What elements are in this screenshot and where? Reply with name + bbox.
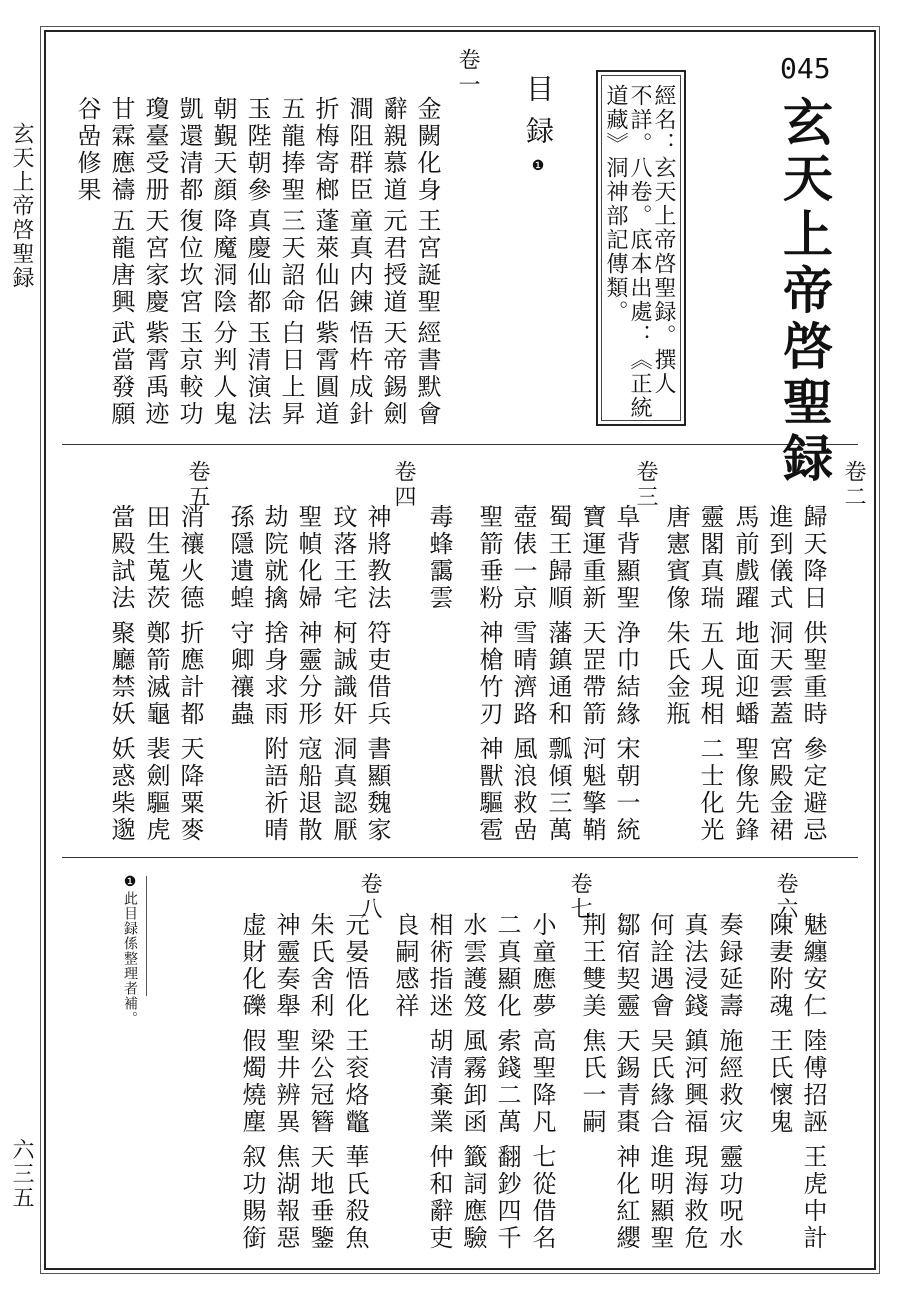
info-line-1: 經名：玄天上帝啓聖録。撰人 <box>651 84 676 396</box>
toc-entry: 降魔洞陰 <box>209 208 237 316</box>
toc-entry: 朱氏金瓶 <box>662 620 690 728</box>
toc-entry: 歸天降日 <box>799 504 827 612</box>
toc-entry: 參定避忌 <box>799 736 827 844</box>
toc-entry: 玟落王宅 <box>329 504 357 612</box>
info-line-3: 道藏》洞神部記傳類。 <box>603 84 628 324</box>
juan-label-5: 卷五 <box>185 460 210 510</box>
toc-entry: 天地垂鑒 <box>306 1144 334 1252</box>
toc-entry: 朱氏舍利 <box>306 912 334 1020</box>
toc-entry: 聚廳禁妖 <box>107 620 135 728</box>
toc-entry: 水雲護笈 <box>459 912 487 1020</box>
toc-entry: 何詮遇會 <box>646 912 674 1020</box>
toc-entry: 良嗣感祥 <box>391 912 419 1020</box>
footnote <box>120 874 140 1026</box>
toc-entry: 孫隱遺蝗 <box>226 504 254 612</box>
toc-entry: 虚財化礫 <box>238 912 266 1020</box>
toc-entry: 辭親慕道 <box>379 96 407 204</box>
toc-entry: 胡清棄業 <box>425 1028 453 1136</box>
toc-entry: 鎮河興福 <box>680 1028 708 1136</box>
toc-entry: 宋朝一統 <box>612 736 640 844</box>
toc-entry: 焦湖報惡 <box>272 1144 300 1252</box>
toc-entry: 瓊臺受册 <box>141 96 169 204</box>
toc-entry: 劫院就擒 <box>260 504 288 612</box>
toc-entry: 谷嵒修果 <box>73 96 101 204</box>
toc-entry: 靈功呪水 <box>715 1144 743 1252</box>
toc-entry: 高聖降凡 <box>528 1028 556 1136</box>
toc-entry: 神獸驅雹 <box>475 736 503 844</box>
toc-entry: 真慶仙都 <box>243 208 271 316</box>
toc-entry: 折應計都 <box>176 620 204 728</box>
juan-label-6: 卷六 <box>773 872 798 922</box>
toc-entry: 書顯魏家 <box>363 736 391 844</box>
toc-entry: 朝覲天顔 <box>209 96 237 204</box>
toc-entry: 浄巾結緣 <box>612 620 640 728</box>
toc-entry: 紫霄禹迹 <box>141 320 169 428</box>
toc-entry: 雪晴濟路 <box>509 620 537 728</box>
toc-entry: 三天詔命 <box>277 208 305 316</box>
toc-entry: 當殿試法 <box>107 504 135 612</box>
toc-entry: 神槍竹刃 <box>475 620 503 728</box>
info-line-2: 不詳。八卷。底本出處：《正統 <box>627 84 652 420</box>
toc-entry: 魅纏安仁 <box>799 912 827 1020</box>
toc-entry: 蓬萊仙侶 <box>311 208 339 316</box>
section-divider-2 <box>62 857 858 858</box>
toc-entry: 玉京較功 <box>175 320 203 428</box>
toc-entry: 阜背顯聖 <box>612 504 640 612</box>
toc-entry: 索錢二萬 <box>493 1028 521 1136</box>
toc-entry: 靈閣真瑞 <box>696 504 724 612</box>
toc-entry: 二士化光 <box>696 736 724 844</box>
toc-entry: 聖井辨異 <box>272 1028 300 1136</box>
toc-entry: 天宮家慶 <box>141 208 169 316</box>
toc-entry: 王虎中計 <box>799 1144 827 1252</box>
juan-label-2: 卷二 <box>841 460 866 510</box>
toc-entry: 馬前戲躍 <box>731 504 759 612</box>
toc-entry: 悟杵成針 <box>345 320 373 428</box>
toc-entry: 供聖重時 <box>799 620 827 728</box>
toc-entry: 翻鈔四千 <box>493 1144 521 1252</box>
toc-entry: 焦氏一嗣 <box>578 1028 606 1136</box>
toc-heading-note-mark: ❶ <box>530 158 546 188</box>
toc-entry: 相術指迷 <box>425 912 453 1020</box>
toc-entry: 天降粟麥 <box>176 736 204 844</box>
toc-entry: 田生蒐茨 <box>142 504 170 612</box>
toc-entry: 紫霄圓道 <box>311 320 339 428</box>
toc-entry: 瓢傾三萬 <box>544 736 572 844</box>
toc-entry: 甘霖應禱 <box>107 96 135 204</box>
juan-label-8: 卷八 <box>357 872 382 922</box>
toc-entry: 荆王雙美 <box>578 912 606 1020</box>
toc-entry: 元君授道 <box>379 208 407 316</box>
toc-entry: 王氏懷鬼 <box>765 1028 793 1136</box>
page-title: 玄天上帝啓聖録 <box>775 96 834 488</box>
toc-entry: 唐憲賓像 <box>662 504 690 612</box>
footnote-text: 此目録係整理者補。 <box>122 891 138 1026</box>
toc-entry: 籤詞應驗 <box>459 1144 487 1252</box>
toc-entry: 天罡帶箭 <box>578 620 606 728</box>
margin-book-title: 玄天上帝啓聖録 <box>9 122 34 290</box>
toc-entry: 白日上昇 <box>277 320 305 428</box>
toc-entry: 童真内錬 <box>345 208 373 316</box>
toc-entry: 現海救危 <box>680 1144 708 1252</box>
toc-entry: 天帝錫劍 <box>379 320 407 428</box>
toc-entry: 柯誠識奸 <box>329 620 357 728</box>
toc-entry: 神靈分形 <box>294 620 322 728</box>
toc-entry: 五龍唐興 <box>107 208 135 316</box>
toc-entry: 壺俵一京 <box>509 504 537 612</box>
toc-heading: 目録❶ <box>522 74 555 188</box>
entry-number: 045 <box>780 52 831 85</box>
toc-entry: 毒蜂靄雲 <box>425 504 453 612</box>
toc-entry: 澗阻群臣 <box>345 96 373 204</box>
toc-entry: 分判人鬼 <box>209 320 237 428</box>
toc-entry: 風浪救嵒 <box>509 736 537 844</box>
toc-entry: 叙功賜銜 <box>238 1144 266 1252</box>
toc-entry: 寶運重新 <box>578 504 606 612</box>
toc-entry: 宮殿金裙 <box>765 736 793 844</box>
toc-entry: 附語祈晴 <box>260 736 288 844</box>
toc-entry: 王宮誕聖 <box>413 208 441 316</box>
toc-entry: 洞真認厭 <box>329 736 357 844</box>
toc-entry: 守卿禳蟲 <box>226 620 254 728</box>
toc-entry: 消禳火德 <box>176 504 204 612</box>
toc-entry: 妖惑柴邈 <box>107 736 135 844</box>
toc-entry: 風霧卸函 <box>459 1028 487 1136</box>
footnote-mark: ❶ <box>122 874 138 891</box>
toc-entry: 凱還清都 <box>175 96 203 204</box>
toc-entry: 天錫青棗 <box>612 1028 640 1136</box>
toc-entry: 吴氏緣合 <box>646 1028 674 1136</box>
toc-entry: 聖像先鋒 <box>731 736 759 844</box>
toc-entry: 武當發願 <box>107 320 135 428</box>
section-divider-1 <box>62 444 858 445</box>
toc-entry: 二真顯化 <box>493 912 521 1020</box>
toc-entry: 捨身求雨 <box>260 620 288 728</box>
toc-entry: 鄭箭滅龜 <box>142 620 170 728</box>
toc-entry: 施經救灾 <box>715 1028 743 1136</box>
juan-label-3: 卷三 <box>633 460 658 510</box>
toc-entry: 聖箭垂粉 <box>475 504 503 612</box>
toc-entry: 小童應夢 <box>528 912 556 1020</box>
toc-entry: 假燭燒塵 <box>238 1028 266 1136</box>
toc-entry: 復位坎宮 <box>175 208 203 316</box>
toc-entry: 陳妻附魂 <box>765 912 793 1020</box>
toc-entry: 真法浸錢 <box>680 912 708 1020</box>
margin-page-number: 六三五 <box>9 1138 34 1210</box>
toc-entry: 經書默會 <box>413 320 441 428</box>
footnote-rule <box>146 876 147 996</box>
toc-entry: 金闕化身 <box>413 96 441 204</box>
toc-entry: 玉陛朝參 <box>243 96 271 204</box>
toc-entry: 元晏悟化 <box>341 912 369 1020</box>
toc-entry: 蜀王歸順 <box>544 504 572 612</box>
toc-entry: 裴劍驅虎 <box>142 736 170 844</box>
toc-entry: 洞天雲蓋 <box>765 620 793 728</box>
toc-entry: 藩鎮通和 <box>544 620 572 728</box>
toc-entry: 折梅寄榔 <box>311 96 339 204</box>
toc-entry: 符吏借兵 <box>363 620 391 728</box>
juan-label-1: 卷一 <box>455 48 480 98</box>
toc-entry: 五人現相 <box>696 620 724 728</box>
toc-entry: 神化紅纓 <box>612 1144 640 1252</box>
toc-entry: 神靈奏舉 <box>272 912 300 1020</box>
toc-entry: 進明顯聖 <box>646 1144 674 1252</box>
toc-entry: 陸傅招誣 <box>799 1028 827 1136</box>
toc-entry: 地面迎蟠 <box>731 620 759 728</box>
toc-entry: 梁公冠簪 <box>306 1028 334 1136</box>
toc-entry: 奏録延壽 <box>715 912 743 1020</box>
juan-label-7: 卷七 <box>567 872 592 922</box>
toc-entry: 寇船退散 <box>294 736 322 844</box>
toc-entry: 五龍捧聖 <box>277 96 305 204</box>
toc-entry: 玉清演法 <box>243 320 271 428</box>
juan-label-4: 卷四 <box>391 460 416 510</box>
toc-entry: 七從借名 <box>528 1144 556 1252</box>
toc-entry: 仲和辭吏 <box>425 1144 453 1252</box>
toc-entry: 華氏殺魚 <box>341 1144 369 1252</box>
toc-entry: 神將教法 <box>363 504 391 612</box>
toc-entry: 王衮烙鼈 <box>341 1028 369 1136</box>
toc-entry: 鄒宿契靈 <box>612 912 640 1020</box>
toc-entry: 進到儀式 <box>765 504 793 612</box>
toc-entry: 河魁擎鞘 <box>578 736 606 844</box>
toc-entry: 聖幀化婦 <box>294 504 322 612</box>
